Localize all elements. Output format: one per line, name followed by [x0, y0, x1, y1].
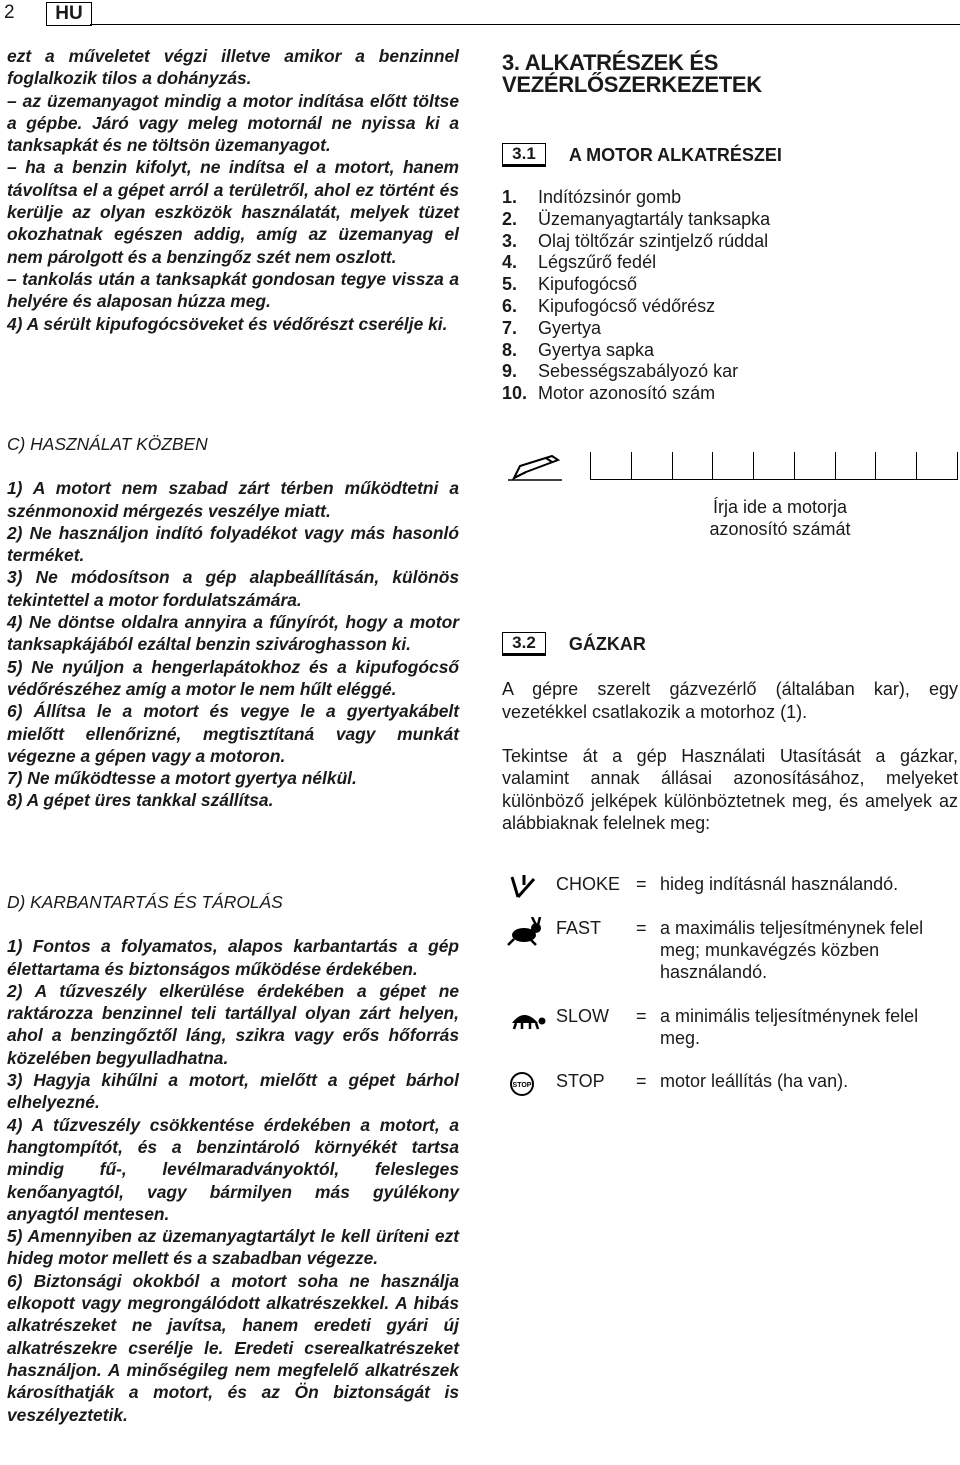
engine-id-input[interactable] — [590, 452, 958, 480]
list-item: 2) A tűzveszély elkerülése érdekében a gépet ne raktározza benzinnel teli tartállyal olyan zárt helyen, ahol a benzingőztől láng, szikra vagy erős hőforrás közelében begyulladhatna. — [7, 980, 459, 1068]
list-item: 3. Olaj töltőzár szintjelző rúddal — [502, 230, 769, 251]
choke-icon — [506, 873, 546, 903]
left-column-top — [7, 45, 459, 335]
paragraph: A gépre szerelt gázvezérlő (általában kar), egy vezetékkel csatlakozik a motorhoz (1). — [502, 679, 958, 722]
header-rule — [90, 24, 960, 25]
section-3-2-heading — [502, 632, 958, 656]
list-item: 8. Gyertya sapka — [502, 339, 655, 360]
turtle-icon — [506, 1005, 546, 1035]
list-item: 6) Biztonsági okokból a motort soha ne használja elkopott vagy megrongálódott alkatrészekkel. A hibás alkatrészeket ne javítsa, hanem eredeti gyári új alkatrészekre cserélje le. Eredeti cserealkatrészeket használjon. A minőségileg nem megfelelő alkatrészek károsíthatják a motort, és az Ön biztonságát is veszélyeztetik. — [7, 1270, 459, 1425]
section-3-1-heading — [502, 143, 958, 167]
symbol-description: a maximális teljesítménynek felel meg; munkavégzés közben használandó. — [660, 918, 924, 982]
list-item: 1. Indítózsinór gomb — [502, 187, 682, 207]
list-item: 4) Ne döntse oldalra annyira a fűnyírót, hogy a motor tanksapkájából ezáltal benzin szivároghasson ki. — [7, 612, 459, 655]
symbol-name: STOP — [556, 1071, 605, 1091]
list-item: 8) A gépet üres tankkal szállítsa. — [7, 790, 274, 811]
section-c — [7, 433, 459, 812]
paragraph: 4) A sérült kipufogócsöveket és védőrészt cserélje ki. — [7, 313, 448, 334]
list-item: 7. Gyertya — [502, 317, 602, 338]
section-d — [7, 891, 459, 1426]
list-item: 5. Kipufogócső — [502, 274, 638, 295]
pencil-icon — [506, 452, 564, 487]
symbol-description: motor leállítás (ha van). — [660, 1071, 849, 1091]
paragraph: ezt a műveletet végzi illetve amikor a benzinnel foglalkozik tilos a dohányzás. — [7, 46, 459, 89]
list-item: 6. Kipufogócső védőrész — [502, 295, 716, 316]
section-3-2-title: GÁZKAR — [568, 634, 646, 655]
list-item: 3) Hagyja kihűlni a motort, mielőtt a gépet bárhol elhelyezné. — [7, 1070, 459, 1113]
stop-icon — [506, 1070, 546, 1100]
section-c-title: C) HASZNÁLAT KÖZBEN — [7, 434, 208, 454]
list-item: 10. Motor azonosító szám — [502, 383, 716, 404]
section-3-title: 3. ALKATRÉSZEK ÉS VEZÉRLŐSZERKEZETEK — [502, 50, 762, 98]
symbol-name: FAST — [556, 918, 602, 938]
section-number-badge: 3.1 — [502, 143, 546, 167]
paragraph: – tankolás után a tanksapkát gondosan tegye vissza a helyére és alaposan húzza meg. — [7, 268, 459, 312]
symbol-equals: = — [636, 1071, 647, 1091]
list-item: 4. Légszűrő fedél — [502, 252, 657, 273]
list-item: 9. Sebességszabályozó kar — [502, 361, 739, 382]
symbol-description: hideg indításnál használandó. — [660, 874, 899, 894]
section-3-2 — [502, 632, 958, 834]
hare-icon — [506, 917, 546, 947]
symbol-name: CHOKE — [556, 874, 621, 894]
list-item: 4) A tűzveszély csökkentése érdekében a motort, a hangtompítót, és a benzintároló környékét tartsa mindig fű-, levélmaradványoktól, felesleges kenőanyagtól, vagy bármilyen más gyúlékony anyagtól mentesen. — [7, 1114, 459, 1224]
engine-id-caption: Írja ide a motorja azonosító számát — [709, 497, 851, 539]
stop-icon-label: STOP — [512, 1082, 532, 1089]
engine-id-row — [506, 452, 958, 480]
symbol-equals: = — [636, 918, 647, 938]
section-3 — [502, 52, 958, 405]
symbol-name: SLOW — [556, 1006, 610, 1026]
section-number-badge: 3.2 — [502, 632, 546, 656]
list-item: 3) Ne módosítson a gép alapbeállításán, különös tekintettel a motor fordulatszámára. — [7, 567, 459, 610]
parts-list — [502, 187, 958, 405]
list-item: 5) Ne nyúljon a hengerlapátokhoz és a kipufogócső védőrészéhez amíg a motor le nem hűlt eléggé. — [7, 656, 459, 699]
paragraph: Tekintse át a gép Használati Utasítását a gázkar, valamint annak állásai azonosításához, melyeket különböző jelképek különböztetnek meg, és amelyek az alábbiaknak felelnek meg: — [502, 746, 958, 833]
language-badge: HU — [46, 2, 92, 26]
list-item: 2) Ne használjon indító folyadékot vagy más hasonló terméket. — [7, 522, 459, 566]
list-item: 5) Amennyiben az üzemanyagtartályt le kell üríteni ezt hideg motor mellett és a szabadban végezze. — [7, 1226, 459, 1269]
symbol-description: a minimális teljesítménynek felel meg. — [660, 1006, 919, 1048]
list-item: 1) Fontos a folyamatos, alapos karbantartás a gép élettartama és biztonságos működése érdekében. — [7, 936, 459, 979]
page-number: 2 — [4, 2, 15, 23]
list-item: 6) Állítsa le a motort és vegye le a gyertyakábelt mielőtt ellenőrizné, megtisztítaná vagy munkát végezne a gépen vagy a motoron. — [7, 701, 459, 766]
symbol-equals: = — [636, 874, 647, 894]
list-item: 1) A motort nem szabad zárt térben működtetni a szénmonoxid mérgezés veszélye miatt. — [7, 478, 459, 521]
paragraph: – ha a benzin kifolyt, ne indítsa el a motort, hanem távolítsa el a gépet arról a területről, ahol ez történt és kerülje az olyan eszközök használatát, melyek tüzet okozhatnak egészen addig, amíg az üzemanyag el nem párolgott és a benzingőz szét nem oszlott. — [7, 157, 459, 267]
section-3-1-title: A MOTOR ALKATRÉSZEI — [568, 144, 782, 165]
symbol-equals: = — [636, 1006, 647, 1026]
list-item: 2. Üzemanyagtartály tanksapka — [502, 208, 771, 229]
paragraph: – az üzemanyagot mindig a motor indítása előtt töltse a gépbe. Járó vagy meleg motornál ne nyissa ki a tanksapkát és ne töltsön üzemanyagot. — [7, 90, 459, 156]
list-item: 7) Ne működtesse a motort gyertya nélkül. — [7, 768, 357, 789]
section-d-title: D) KARBANTARTÁS ÉS TÁROLÁS — [7, 892, 283, 912]
